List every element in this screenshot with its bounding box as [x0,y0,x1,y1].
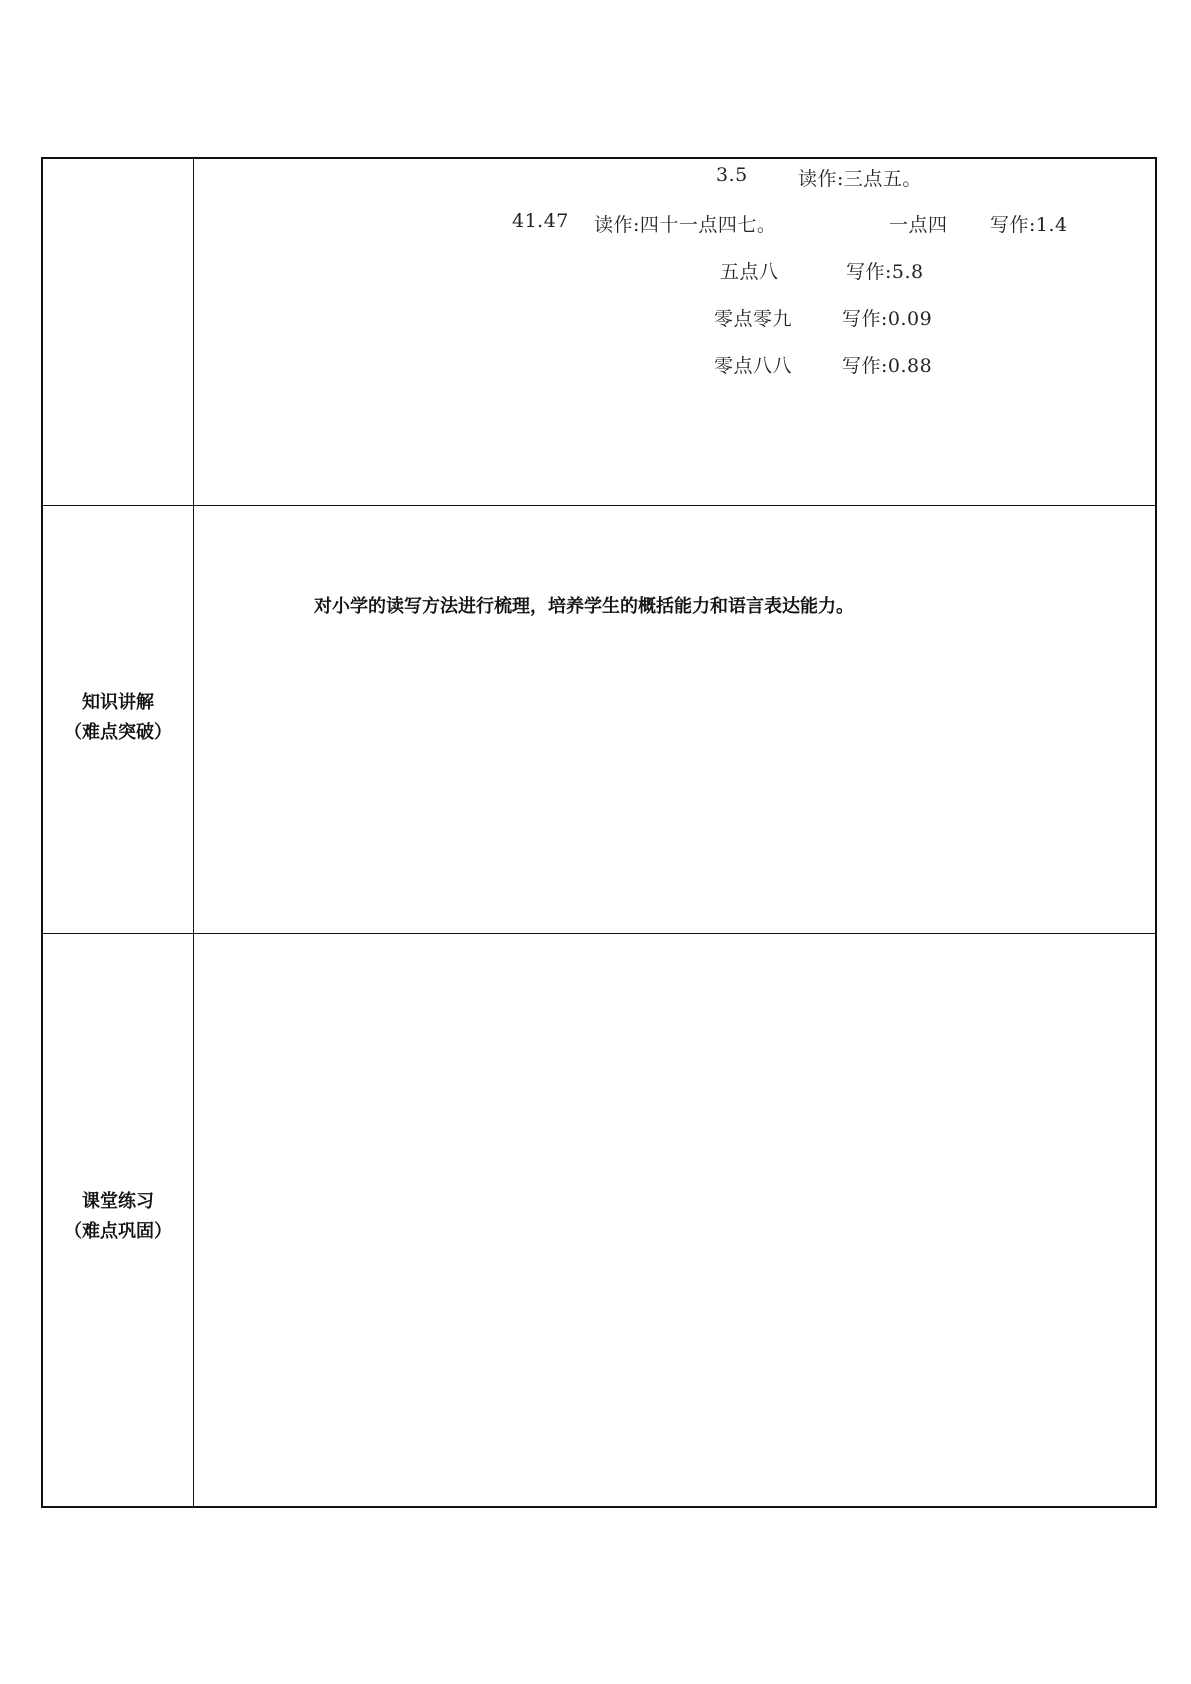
examples-cell [194,158,1157,506]
example-writing: 写作:1.4 [990,214,1068,236]
example-chinese-number: 五点八 [720,261,779,283]
section-label-title: 知识讲解 [82,692,154,713]
section-label-subtitle: （难点巩固） [64,1221,172,1242]
label-cell-empty [42,158,194,506]
example-chinese-number: 零点零九 [714,308,793,330]
example-reading: 读作:三点五。 [798,168,922,190]
table-row-knowledge [42,506,1156,934]
example-writing: 写作:0.09 [842,308,933,330]
section-label-subtitle: （难点突破） [64,722,172,743]
table-row-examples [42,158,1156,506]
lesson-plan-table [41,157,1157,1508]
example-number: 3.5 [716,164,748,186]
example-chinese-number: 零点八八 [714,355,793,377]
knowledge-content-cell [194,506,1157,934]
example-writing: 写作:0.88 [842,355,933,377]
label-cell-knowledge [42,506,194,934]
section-label [43,1187,193,1247]
section-label [43,688,193,748]
example-number: 41.47 [512,210,569,232]
section-label-title: 课堂练习 [82,1191,154,1212]
example-writing: 写作:5.8 [846,261,924,283]
example-reading: 读作:四十一点四七。 [594,214,777,236]
label-cell-practice [42,934,194,1508]
knowledge-content-text: 对小学的读写方法进行梳理，培养学生的概括能力和语言表达能力。 [314,596,854,617]
practice-content-cell [194,934,1157,1508]
table-row-practice [42,934,1156,1508]
example-chinese-number: 一点四 [889,214,948,236]
